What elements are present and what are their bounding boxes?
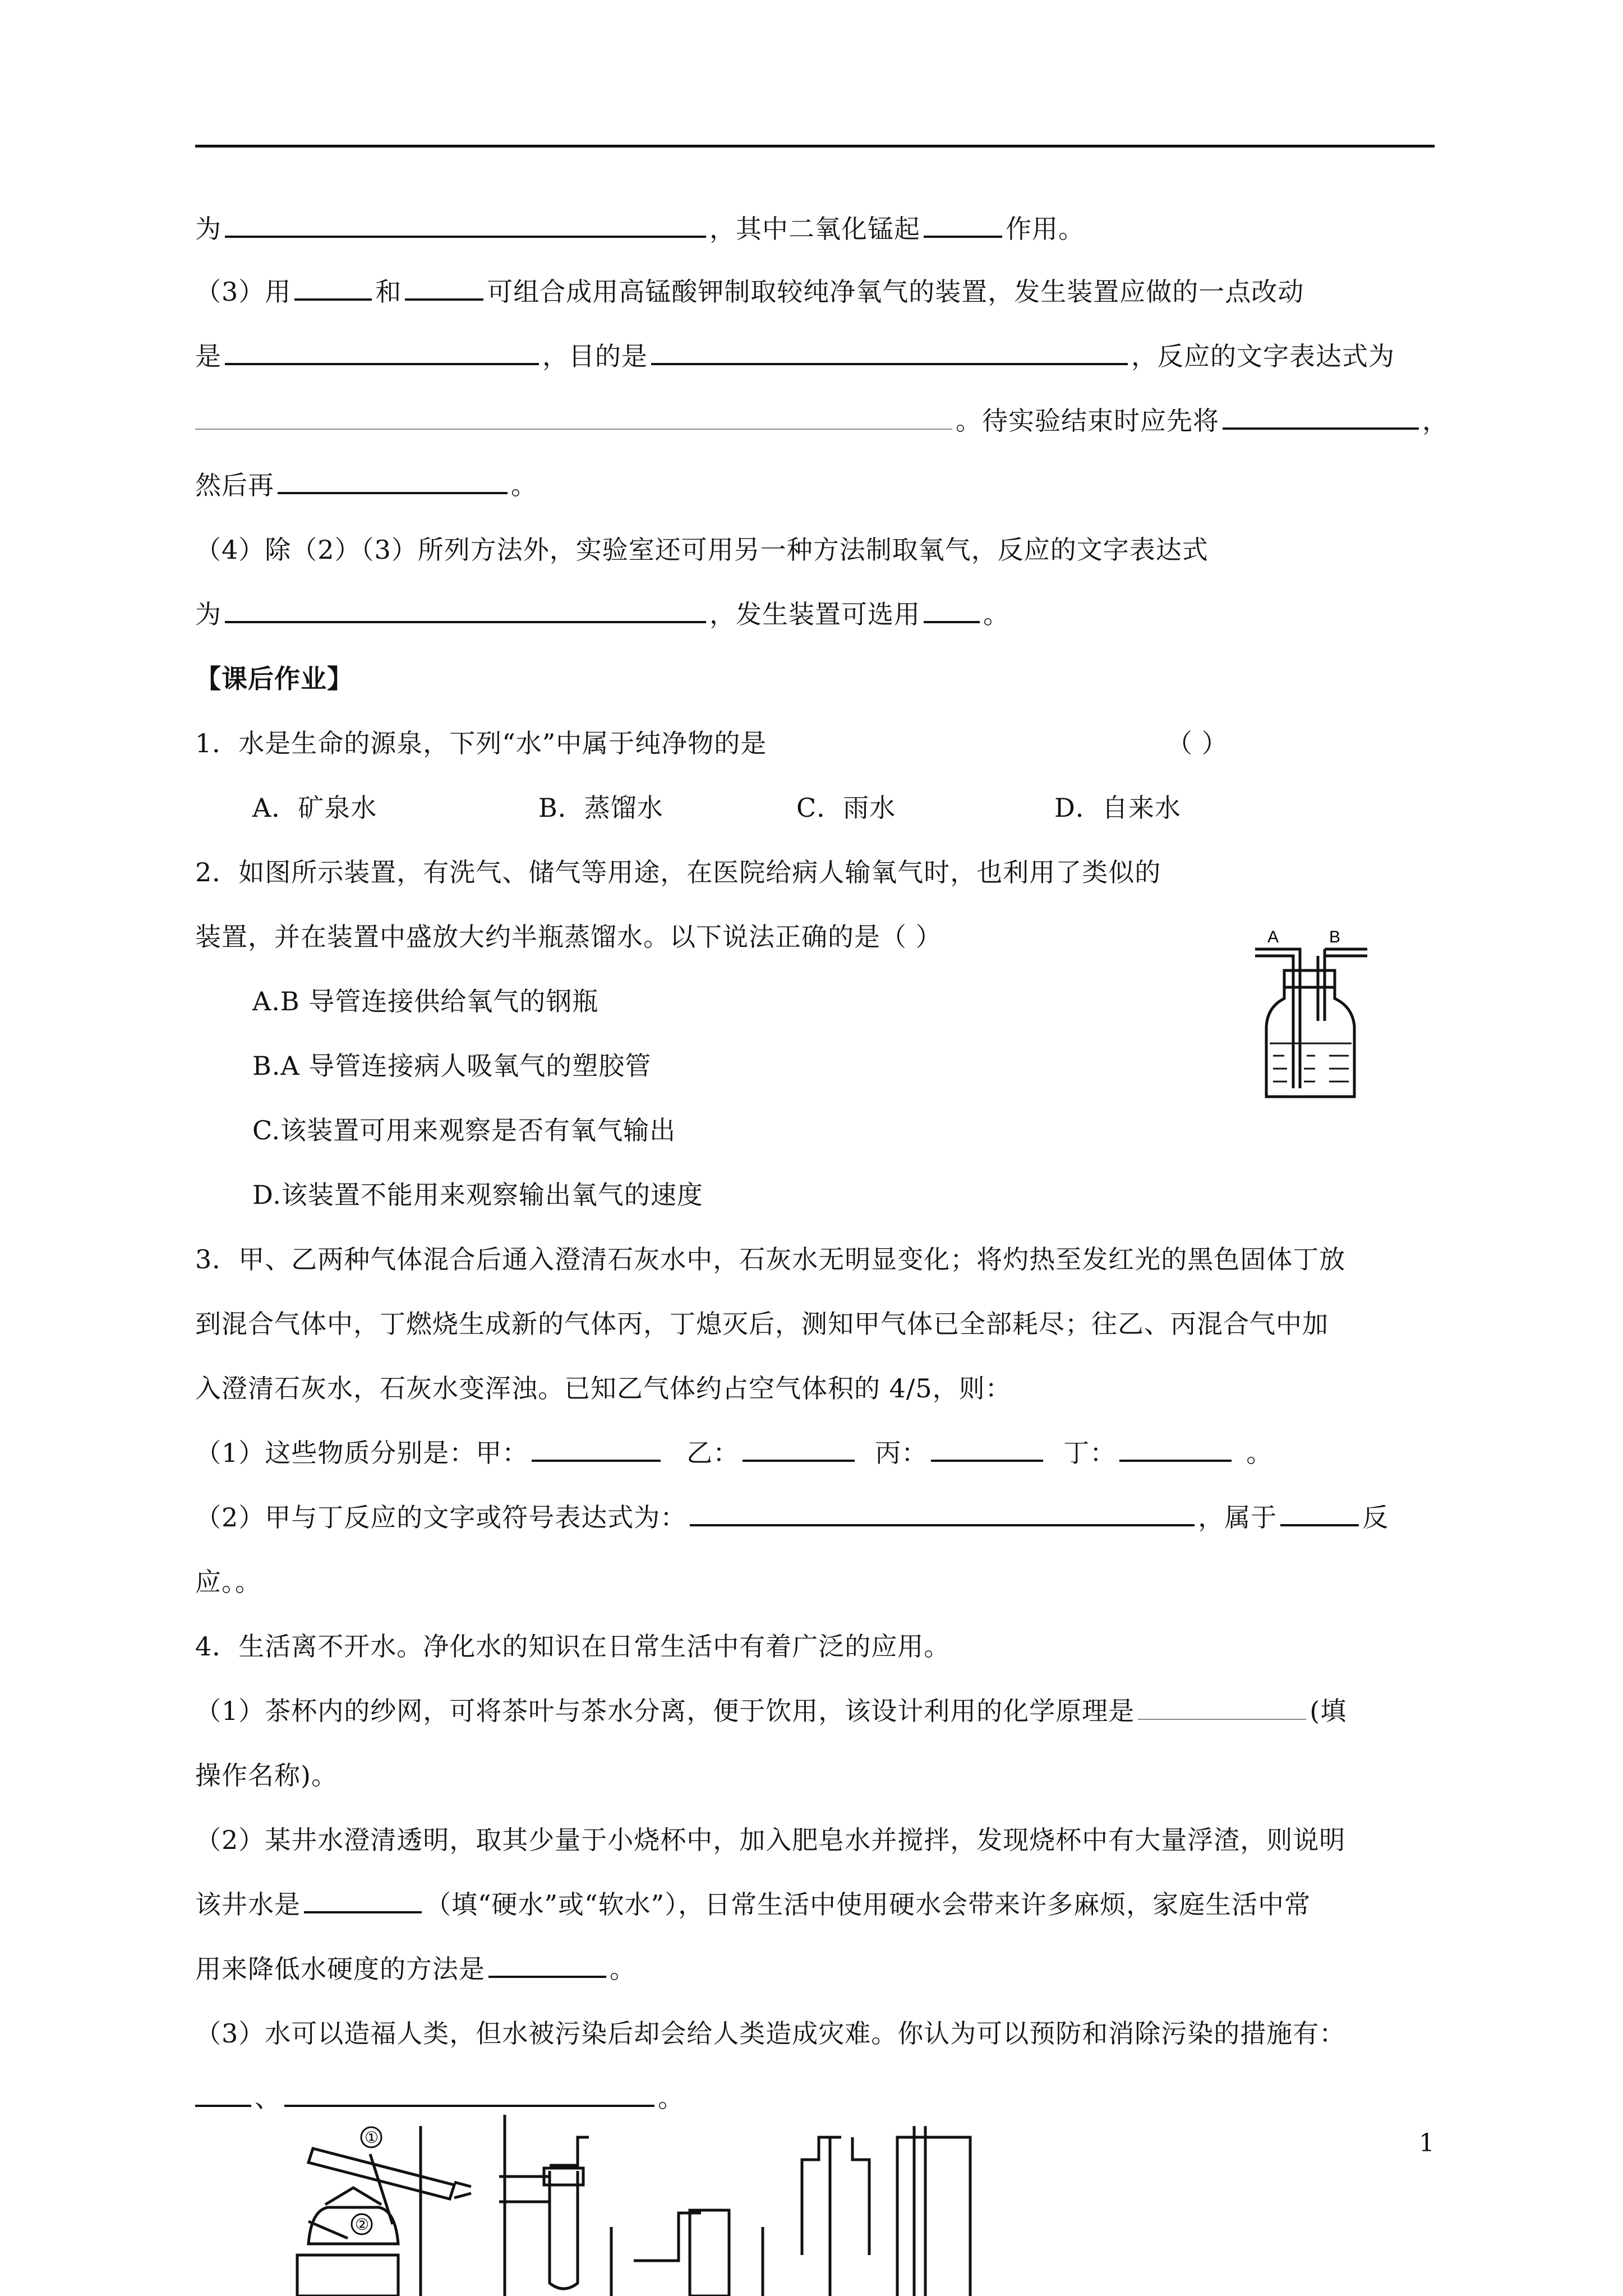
text-line: （1）茶杯内的纱网，可将茶叶与茶水分离，便于饮用，该设计利用的化学原理是 (填 bbox=[195, 1696, 1347, 1726]
answer-blank[interactable] bbox=[931, 1436, 1043, 1462]
answer-blank[interactable] bbox=[1119, 1436, 1232, 1462]
option-a[interactable]: A.B 导管连接供给氧气的钢瓶 bbox=[252, 986, 599, 1016]
option-a[interactable]: A．矿泉水 bbox=[252, 793, 377, 823]
text-line: （2）甲与丁反应的文字或符号表达式为： ，属于 反 bbox=[195, 1501, 1389, 1534]
text-line: 。待实验结束时应先将 ， bbox=[195, 404, 1449, 438]
text-line: 然后再 。 bbox=[195, 468, 537, 502]
text-line: 、 。 bbox=[195, 2081, 684, 2115]
gas-washing-bottle-figure bbox=[1245, 909, 1391, 1105]
text-line: 为 ，发生装置可选用 。 bbox=[195, 597, 1009, 631]
page-number: 1 bbox=[1419, 2129, 1435, 2157]
option-b[interactable]: B.A 导管连接病人吸氧气的塑胶管 bbox=[252, 1051, 652, 1081]
answer-blank[interactable] bbox=[1223, 404, 1419, 430]
text-line: 应。。 bbox=[195, 1567, 261, 1597]
option-c[interactable]: C.该装置可用来观察是否有氧气输出 bbox=[252, 1115, 676, 1145]
label-two: ② bbox=[355, 2215, 370, 2234]
question-3-stem: 到混合气体中，丁燃烧生成新的气体丙，丁熄灭后，测知甲气体已全部耗尽；往乙、丙混合气中加 bbox=[195, 1309, 1329, 1339]
text-line: （3）用 和 可组合成用高锰酸钾制取较纯净氧气的装置，发生装置应做的一点改动 bbox=[195, 275, 1304, 309]
answer-blank[interactable] bbox=[488, 1952, 606, 1978]
text-line: （2）某井水澄清透明，取其少量于小烧杯中，加入肥皂水并搅拌，发现烧杯中有大量浮渣，则说明 bbox=[195, 1825, 1346, 1855]
label-one: ① bbox=[365, 2128, 379, 2147]
tube-a-label: A bbox=[1267, 928, 1279, 946]
question-3-stem: 3．甲、乙两种气体混合后通入澄清石灰水中，石灰水无明显变化；将灼热至发红光的黑色固体丁放 bbox=[195, 1244, 1346, 1274]
answer-blank[interactable] bbox=[225, 212, 706, 238]
answer-blank[interactable] bbox=[651, 339, 1128, 365]
answer-blank[interactable] bbox=[225, 339, 539, 365]
question-3-stem: 入澄清石灰水，石灰水变浑浊。已知乙气体约占空气体积的 4/5，则： bbox=[195, 1373, 1012, 1404]
answer-blank[interactable] bbox=[405, 275, 483, 301]
question-2-stem: 装置，并在装置中盛放大约半瓶蒸馏水。以下说法正确的是（ ） bbox=[195, 922, 942, 952]
text-line: （1）这些物质分别是：甲： 乙： 丙： 丁： 。 bbox=[195, 1436, 1272, 1470]
answer-blank[interactable] bbox=[1138, 1695, 1306, 1720]
answer-blank[interactable] bbox=[743, 1436, 855, 1462]
answer-blank[interactable] bbox=[294, 275, 372, 301]
tube-b-label: B bbox=[1329, 928, 1341, 946]
answer-blank[interactable] bbox=[304, 1888, 422, 1913]
text-line: 该井水是 （填“硬水”或“软水”），日常生活中使用硬水会带来许多麻烦，家庭生活中常 bbox=[195, 1888, 1311, 1921]
answer-blank[interactable] bbox=[195, 405, 952, 430]
header-rule bbox=[195, 145, 1435, 148]
option-b[interactable]: B．蒸馏水 bbox=[538, 793, 663, 823]
answer-blank[interactable] bbox=[278, 468, 508, 494]
section-heading: 【课后作业】 bbox=[195, 664, 353, 694]
answer-blank[interactable] bbox=[532, 1436, 661, 1462]
answer-blank[interactable] bbox=[924, 597, 980, 623]
answer-blank[interactable] bbox=[225, 597, 706, 623]
text-line: 操作名称)。 bbox=[195, 1760, 338, 1791]
question-1-stem: 1．水是生命的源泉，下列“水”中属于纯净物的是 bbox=[195, 728, 767, 758]
answer-paren[interactable]: （ ） bbox=[1166, 728, 1228, 758]
answer-blank[interactable] bbox=[195, 2081, 251, 2107]
option-d[interactable]: D．自来水 bbox=[1054, 793, 1181, 823]
option-c[interactable]: C．雨水 bbox=[796, 793, 896, 823]
answer-blank[interactable] bbox=[690, 1501, 1195, 1526]
lab-apparatus-figure bbox=[286, 2115, 1396, 2296]
text-line: 用来降低水硬度的方法是 。 bbox=[195, 1952, 636, 1986]
text-line: （4）除（2）（3）所列方法外，实验室还可用另一种方法制取氧气，反应的文字表达式 bbox=[195, 535, 1209, 565]
text-line: 为 ，其中二氧化锰起 作用。 bbox=[195, 212, 1085, 246]
question-4-stem: 4．生活离不开水。净化水的知识在日常生活中有着广泛的应用。 bbox=[195, 1631, 951, 1662]
option-d[interactable]: D.该装置不能用来观察输出氧气的速度 bbox=[252, 1180, 703, 1210]
question-2-stem: 2．如图所示装置，有洗气、储气等用途，在医院给病人输氧气时，也利用了类似的 bbox=[195, 857, 1161, 887]
answer-blank[interactable] bbox=[924, 212, 1002, 238]
answer-blank[interactable] bbox=[1280, 1501, 1359, 1526]
text-line: 是 ，目的是 ，反应的文字表达式为 bbox=[195, 339, 1395, 373]
text-line: （3）水可以造福人类，但水被污染后却会给人类造成灾难。你认为可以预防和消除污染的措施有： bbox=[195, 2018, 1346, 2049]
answer-blank[interactable] bbox=[284, 2081, 654, 2107]
